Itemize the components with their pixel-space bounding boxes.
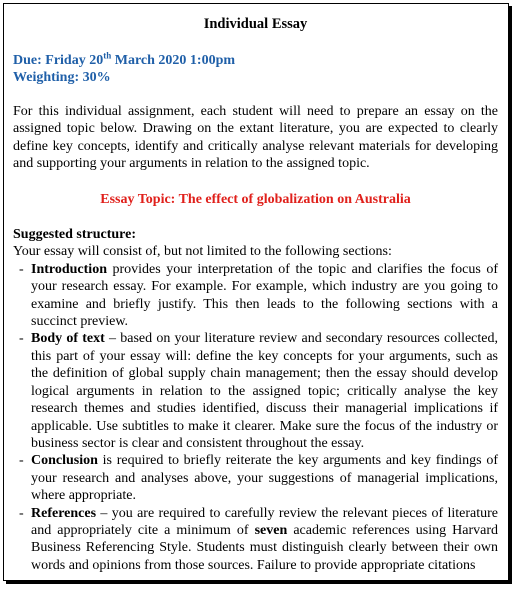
due-date-prefix: Due: Friday 20: [13, 53, 104, 68]
bullet-dash: -: [19, 505, 24, 521]
bullet-dash: -: [19, 261, 24, 277]
due-block: [13, 52, 498, 86]
due-date-suffix-ordinal: th: [103, 50, 112, 61]
list-item-introduction: [13, 261, 498, 331]
list-item-references: [13, 505, 498, 575]
list-item-body-of-text: [13, 330, 498, 452]
list-item-emphasis: seven: [254, 522, 288, 538]
essay-topic: Essay Topic: The effect of globalization on Australia: [100, 191, 411, 207]
document-title: Individual Essay: [203, 16, 308, 32]
list-item-term: References: [31, 505, 97, 521]
structure-list: [13, 261, 498, 574]
list-item-text-continued: academic references using Harvard Business Referencing Style. Students must distinguish clearly between their own words and opinions from those sources. Failure to provide appropriate citations: [31, 522, 498, 573]
list-item-term: Introduction: [31, 261, 107, 277]
due-date-rest: March 2020 1:00pm: [111, 53, 236, 68]
list-item-text: provides your interpretation of the topic and clarifies the focus of your research essay. For example. For example, which industry are you going to examine and briefly justify. This then leads to the following sections with a succinct preview.: [31, 261, 498, 330]
list-item-conclusion: [13, 452, 498, 504]
document-content: [13, 16, 498, 574]
list-item-text: – you are required to carefully review the relevant pieces of literature and appropriately cite a minimum of: [31, 505, 498, 538]
list-item-term: Body of text: [31, 331, 105, 347]
bullet-dash: -: [19, 453, 24, 469]
suggested-structure-heading: Suggested structure:: [13, 227, 137, 243]
suggested-structure-lead: Your essay will consist of, but not limited to the following sections:: [13, 244, 392, 260]
list-item-term: Conclusion: [31, 453, 98, 469]
due-date: [13, 52, 498, 69]
list-item-text: – based on your literature review and secondary resources collected, this part of your essay will: define the key concepts for your arguments, such as the definition of global supply chain management; then the essay should develop logical arguments in relation to the assigned topic; critically analyse the key research themes and studies identified, discuss their managerial implications if applicable. Use subtitles to make it clearer. Make sure the focus of the industry or business sector is clear and consistent throughout the essay.: [31, 331, 498, 451]
document-frame: [3, 3, 509, 581]
bullet-dash: -: [19, 331, 24, 347]
weighting: Weighting: 30%: [13, 70, 111, 85]
list-item-text: is required to briefly reiterate the key arguments and key findings of your research and analyses above, your suggestions of managerial implications, where appropriate.: [31, 453, 498, 504]
intro-paragraph: For this individual assignment, each student will need to prepare an essay on the assigned topic below. Drawing on the extant literature, you are expected to clearly define key concepts, identify and critically analyse relevant materials for developing and supporting your arguments in relation to the assigned topic.: [13, 104, 498, 172]
